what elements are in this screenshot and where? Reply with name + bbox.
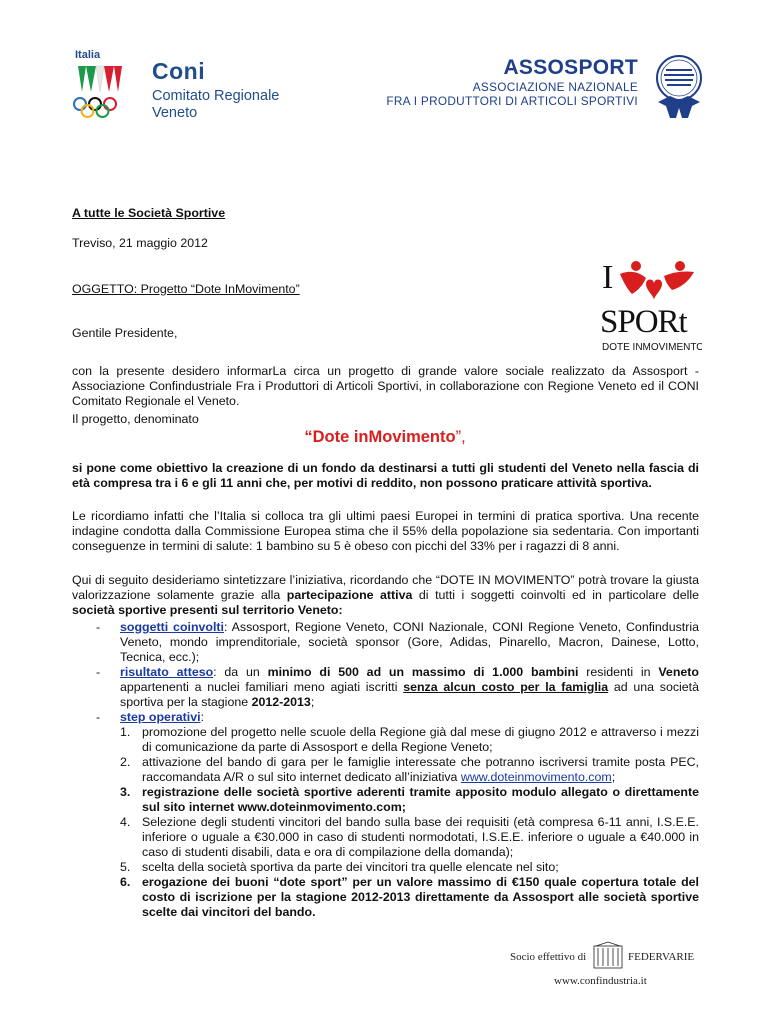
dash-bullet: - (96, 620, 101, 634)
risultato-text-g: ad una società sportiva per la stagione (120, 680, 700, 709)
soggetti-text: : Assosport, Regione Veneto, CONI Nazionale, CONI Regione Veneto, Confindustria Veneto, mondo imprenditoriale, società sponsor (Gore, Adidas, Pinarello, Macron, Dainese, Lotto, Tecnica, ecc.); (120, 620, 699, 664)
step-text-after: ; (611, 770, 616, 784)
addressee: A tutte le Società Sportive (72, 206, 226, 220)
step-number: 4. (120, 815, 131, 829)
confindustria-emblem-icon (594, 942, 622, 968)
project-title-name: “Dote inMovimento (304, 428, 456, 446)
step-text: registrazione delle società sportive aderenti tramite apposito modulo allegato o direttamente sul sito internet www.doteinmovimento.com; (142, 785, 699, 814)
step-text: Selezione degli studenti vincitori del bando sulla base dei requisiti (età compresa 6-11 anni, I.S.E.E. inferiore o uguale a €30.000 in caso di studenti normodotati, I.S.E.E. inferiore o uguale a €40.000 in caso di studenti disabili, data e ora di compilazione della domanda); (142, 815, 699, 859)
dash-bullet: - (96, 710, 101, 724)
summary-paragraph (72, 573, 699, 618)
i-sport-logo-word: SPORt (600, 304, 687, 340)
assosport-subtitle-line1: ASSOCIAZIONE NAZIONALE (472, 80, 638, 94)
step-text: promozione del progetto nelle scuole della Regione già dal mese di giugno 2012 e attraverso i mezzi di comunicazione da parte di Assosport e della Regione Veneto; (142, 725, 699, 754)
confindustria-footer (506, 940, 698, 992)
intro-paragraph: con la presente desidero informarLa circa un progetto di grande valore sociale realizzato da Assosport - Associazione Confindustriale Fra i Produttori di Articoli Sportivi, in collaborazione con Regione Veneto ed il CONI Comitato Regionale el Veneto. (72, 364, 699, 408)
step-item (120, 860, 699, 875)
key-points-list (72, 620, 699, 920)
step-colon: : (200, 710, 205, 724)
coni-name: Coni (152, 58, 206, 84)
assosport-subtitle-line2: FRA I PRODUTTORI DI ARTICOLI SPORTIVI (386, 94, 638, 108)
soggetti-label: soggetti coinvolti (120, 620, 224, 634)
risultato-text-i: ; (310, 695, 315, 709)
i-sport-logo (598, 258, 702, 354)
coni-heading (152, 58, 279, 122)
assosport-name: ASSOSPORT (503, 56, 638, 79)
footer-federvarie-text: FEDERVARIE (628, 951, 695, 963)
dash-bullet: - (96, 665, 101, 679)
i-sport-logo-letter: I (602, 259, 614, 296)
risultato-text-a: : da un (213, 665, 268, 679)
risultato-text-d: Veneto (658, 665, 699, 679)
risultato-text-h: 2012-2013 (251, 695, 311, 709)
step-number: 5. (120, 860, 131, 874)
step-number: 2. (120, 755, 131, 769)
assosport-heading (386, 56, 638, 108)
footer-socio-text: Socio effettivo di (510, 951, 587, 963)
letter-subject: OGGETTO: Progetto “Dote InMovimento” (72, 282, 300, 296)
step-item (120, 785, 699, 815)
project-title (0, 428, 770, 447)
list-item-risultato (72, 665, 699, 710)
risultato-text-e: appartenenti a nuclei familiari meno agiati iscritti (120, 680, 404, 694)
step-text: attivazione del bando di gara per le famiglie interessate che potranno iscriversi tramite posta PEC, raccomandata A/R o sul sito internet dedicato all’iniziativa (142, 755, 699, 784)
step-text: scelta della società sportiva da parte dei vincitori tra quelle elencate nel sito; (142, 860, 559, 874)
step-item (120, 875, 699, 920)
list-item-soggetti (72, 620, 699, 665)
summary-text-b: partecipazione attiva (286, 588, 413, 602)
coni-country-label: Italia (75, 49, 101, 61)
project-title-suffix: ”, (455, 428, 466, 446)
risultato-label: risultato atteso (120, 665, 214, 679)
coni-subtitle-line2: Veneto (152, 105, 198, 121)
footer-site-text: www.confindustria.it (554, 975, 647, 987)
objective-paragraph: si pone come obiettivo la creazione di un fondo da destinarsi a tutti gli studenti del Veneto nella fascia di età compresa tra i 6 e gli 11 anni che, per motivi di reddito, non possono praticare attività sportiva. (72, 461, 699, 490)
risultato-text-c: residenti in (578, 665, 659, 679)
greeting: Gentile Presidente, (72, 326, 178, 340)
website-link[interactable]: www.doteinmovimento.com (460, 770, 612, 784)
step-text: erogazione dei buoni “dote sport” per un valore massimo di €150 quale copertura totale del costo di iscrizione per la stagione 2012-2013 direttamente da Assosport alle società sportive scelte dai vincitori del bando. (142, 875, 699, 919)
summary-text-c: di tutti i soggetti coinvolti ed in particolare delle (412, 588, 699, 602)
step-item (120, 755, 699, 785)
assosport-emblem-icon (648, 52, 710, 122)
step-item (120, 815, 699, 860)
letter-date: Treviso, 21 maggio 2012 (72, 236, 208, 250)
i-sport-logo-tagline: DOTE INMOVIMENTO (602, 342, 702, 353)
step-number: 3. (120, 785, 131, 799)
step-label: step operativi (120, 710, 201, 724)
step-number: 6. (120, 875, 131, 889)
risultato-text-b: minimo di 500 ad un massimo di 1.000 bambini (267, 665, 579, 679)
context-paragraph: Le ricordiamo infatti che l’Italia si colloca tra gli ultimi paesi Europei in termini di pratica sportiva. Una recente indagine condotta dalla Commissione Europea stima che il 55% della popolazione sia sedentaria. Con importanti conseguenze in termini di salute: 1 bambino su 5 è obeso con picchi del 33% per i ragazzi di 8 anni. (72, 509, 699, 553)
steps-list (120, 725, 699, 920)
summary-text-d: società sportive presenti sul territorio Veneto: (72, 603, 343, 617)
coni-subtitle-line1: Comitato Regionale (152, 88, 280, 104)
summary-text-a: Qui di seguito desideriamo sintetizzare l’iniziativa, ricordando che “DOTE IN MOVIMENTO” potrà trovare la giusta valorizzazione solamente grazie alla (72, 573, 699, 602)
step-number: 1. (120, 725, 131, 739)
step-item (120, 725, 699, 755)
coni-logo (68, 48, 148, 128)
risultato-text-f: senza alcun costo per la famiglia (403, 680, 609, 694)
list-item-step (72, 710, 699, 920)
project-intro: Il progetto, denominato (72, 412, 199, 426)
